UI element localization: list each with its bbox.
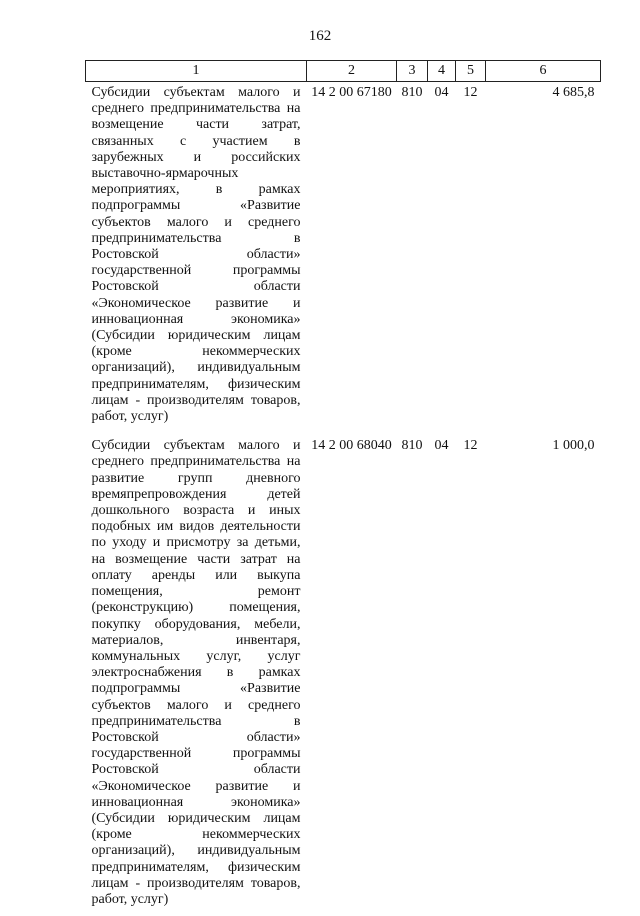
column-header-expense-type: 3 [397,61,428,82]
row-description: Субсидии субъектам малого и среднего предпринимательства на возмещение части затрат, связанных с участием в зарубежных и российских выставочно-ярмарочных мероприятиях, в рамках подпрограммы «Развитие субъектов малого и среднего предпринимательства в Ростовской области» государственной программы Ростовской области «Экономическое развитие и инновационная экономика» (Субсидии юридическим лицам (кроме некоммерческих организаций), индивидуальным предпринимателям, физическим лицам - производителям товаров, работ, услуг) [91,85,301,425]
row-section: 04 [434,438,449,454]
page-number: 162 [308,28,332,44]
row-section: 04 [434,85,449,100]
column-header-subsection: 5 [456,61,486,82]
column-header-amount: 6 [486,61,601,82]
column-header-section: 4 [428,61,456,82]
row-amount: 1 000,0 [552,438,595,454]
row-description: Субсидии субъектам малого и среднего предпринимательства на развитие групп дневного времяпрепровождения детей дошкольного возраста и иных подобных им видов деятельности по уходу и присмотру за детьми, на возмещение части затрат на оплату аренды или выкупа помещения, ремонт (реконструкцию) помещения, покупку оборудования, мебели, материалов, инвентаря, коммунальных услуг, услуг электроснабжения в рамках подпрограммы «Развитие субъектов малого и среднего предпринимательства в Ростовской области» государственной программы Ростовской области «Экономическое развитие и инновационная экономика» (Субсидии юридическим лицам (кроме некоммерческих организаций), индивидуальным предпринимателям, физическим лицам - производителям товаров, работ, услуг) [91,438,301,907]
table-row [86,82,601,434]
row-expense-type: 810 [401,85,423,100]
row-amount: 4 685,8 [552,85,595,100]
row-target-code: 14 2 00 67180 [311,85,392,100]
column-header-description: 1 [86,61,307,82]
row-target-code: 14 2 00 68040 [311,438,392,454]
table-header-row [86,61,601,82]
budget-table [85,60,601,916]
row-expense-type: 810 [401,438,423,454]
column-header-target-code: 2 [307,61,397,82]
table-row [86,433,601,916]
row-subsection: 12 [463,85,478,100]
row-subsection: 12 [463,438,478,454]
